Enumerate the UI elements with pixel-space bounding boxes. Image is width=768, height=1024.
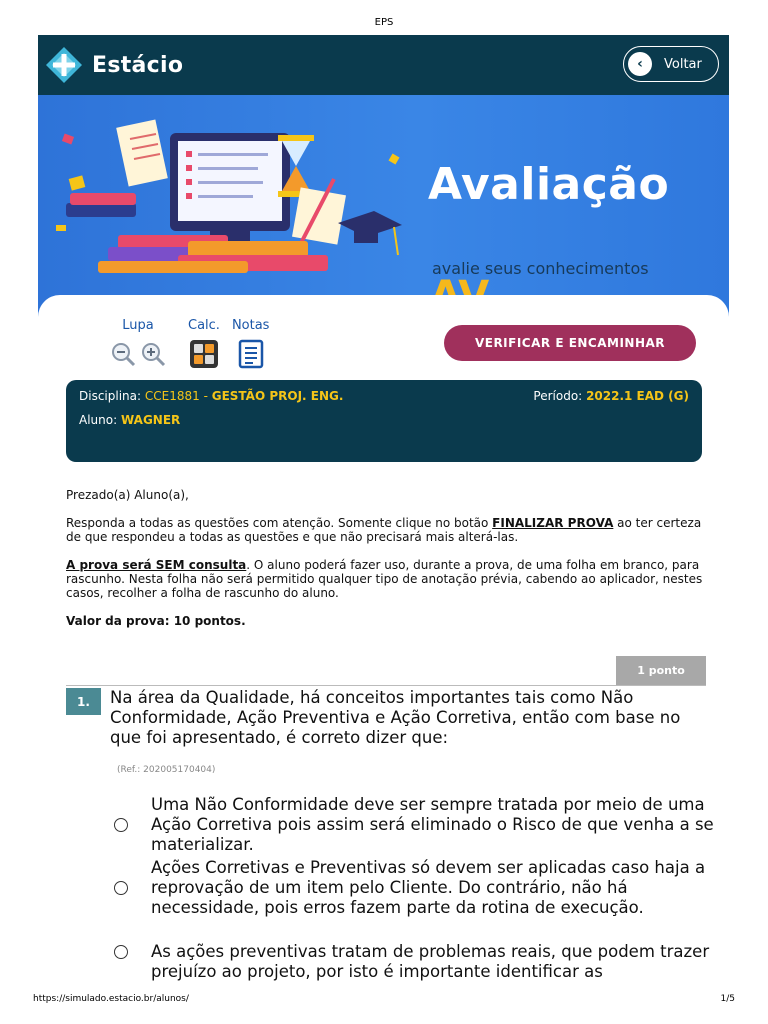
banner	[38, 95, 729, 318]
chevron-left-icon: ‹	[628, 52, 652, 76]
aluno-label: Aluno:	[79, 413, 118, 427]
notes-icon[interactable]	[237, 339, 265, 369]
tool-bar	[110, 318, 281, 369]
periodo-label: Período:	[533, 389, 583, 403]
tool-lupa	[110, 318, 166, 369]
instructions-paragraph-1: Responda a todas as questões com atenção. Somente clique no botão FINALIZAR PROVA ao ter certeza de que respondeu a todas as questões e que não precisará mais alterá-las.	[66, 516, 702, 544]
calculator-icon[interactable]	[189, 339, 219, 369]
print-header-title: EPS	[374, 17, 394, 28]
question-points-badge: 1 ponto	[616, 656, 706, 685]
aluno-row	[79, 413, 180, 427]
exam-illustration	[38, 95, 418, 318]
tool-calc	[188, 318, 220, 369]
answer-option[interactable]	[114, 858, 714, 918]
radio-button[interactable]	[114, 881, 128, 895]
voltar-label: Voltar	[664, 56, 702, 72]
periodo-value: 2022.1 EAD (G)	[586, 389, 689, 403]
answer-option-text: Uma Não Conformidade deve ser sempre tratada por meio de uma Ação Corretiva pois assim será eliminado o Risco de que venha a se materializar.	[151, 795, 714, 854]
radio-button[interactable]	[114, 818, 128, 832]
voltar-button[interactable]	[623, 46, 719, 82]
question-ref: (Ref.: 202005170404)	[117, 765, 216, 775]
periodo-row	[533, 389, 689, 403]
banner-title: Avaliação	[428, 159, 670, 210]
aluno-value: WAGNER	[120, 413, 181, 427]
zoom-in-icon[interactable]	[140, 341, 166, 367]
disciplina-code: CCE1881	[144, 389, 200, 403]
question-divider	[66, 685, 706, 686]
radio-button[interactable]	[114, 945, 128, 959]
answer-option-text: As ações preventivas tratam de problemas reais, que podem trazer prejuízo ao projeto, por isto é importante identificar as	[151, 942, 710, 981]
valor-prova: Valor da prova: 10 pontos.	[66, 614, 246, 628]
exam-info-box	[66, 380, 702, 462]
disciplina-label: Disciplina:	[79, 389, 142, 403]
top-bar	[38, 35, 729, 95]
print-footer-url: https://simulado.estacio.br/alunos/	[33, 994, 189, 1004]
finalizar-prova-highlight: FINALIZAR PROVA	[492, 516, 614, 530]
estacio-logo-icon	[44, 45, 84, 85]
instructions-paragraph-2: A prova será SEM consulta. O aluno poderá fazer uso, durante a prova, de uma folha em branco, para rascunho. Nesta folha não será permitido qualquer tipo de anotação prévia, cabendo ao aplicador, nestes casos, recolher a folha de rascunho do aluno.	[66, 558, 703, 600]
zoom-out-icon[interactable]	[110, 341, 136, 367]
tool-notas	[232, 318, 270, 369]
tool-calc-label: Calc.	[188, 318, 220, 333]
tool-lupa-label: Lupa	[122, 318, 154, 333]
sem-consulta-highlight: A prova será SEM consulta	[66, 558, 247, 572]
answer-option-text: Ações Corretivas e Preventivas só devem ser aplicadas caso haja a reprovação de um item pelo Cliente. Do contrário, não há necessidade, pois erros fazem parte da rotina de execução.	[151, 858, 706, 917]
question-text: Na área da Qualidade, há conceitos importantes tais como Não Conformidade, Ação Preventiva e Ação Corretiva, então com base no que foi apresentado, é correto dizer que:	[110, 688, 681, 747]
banner-subtitle: avalie seus conhecimentos	[432, 259, 649, 278]
disciplina-separator: -	[199, 389, 212, 403]
answer-option[interactable]	[114, 795, 714, 855]
disciplina-name: GESTÃO PROJ. ENG.	[211, 389, 344, 403]
instructions	[66, 488, 706, 642]
instructions-greeting: Prezado(a) Aluno(a),	[66, 488, 189, 502]
answer-option[interactable]	[114, 942, 714, 982]
logo-text: Estácio	[92, 52, 184, 78]
estacio-logo[interactable]	[44, 45, 183, 85]
disciplina-row	[79, 389, 343, 403]
tool-notas-label: Notas	[231, 318, 270, 333]
question-number: 1.	[66, 688, 101, 715]
verificar-encaminhar-button[interactable]: VERIFICAR E ENCAMINHAR	[444, 325, 696, 361]
print-footer-page: 1/5	[720, 994, 735, 1004]
